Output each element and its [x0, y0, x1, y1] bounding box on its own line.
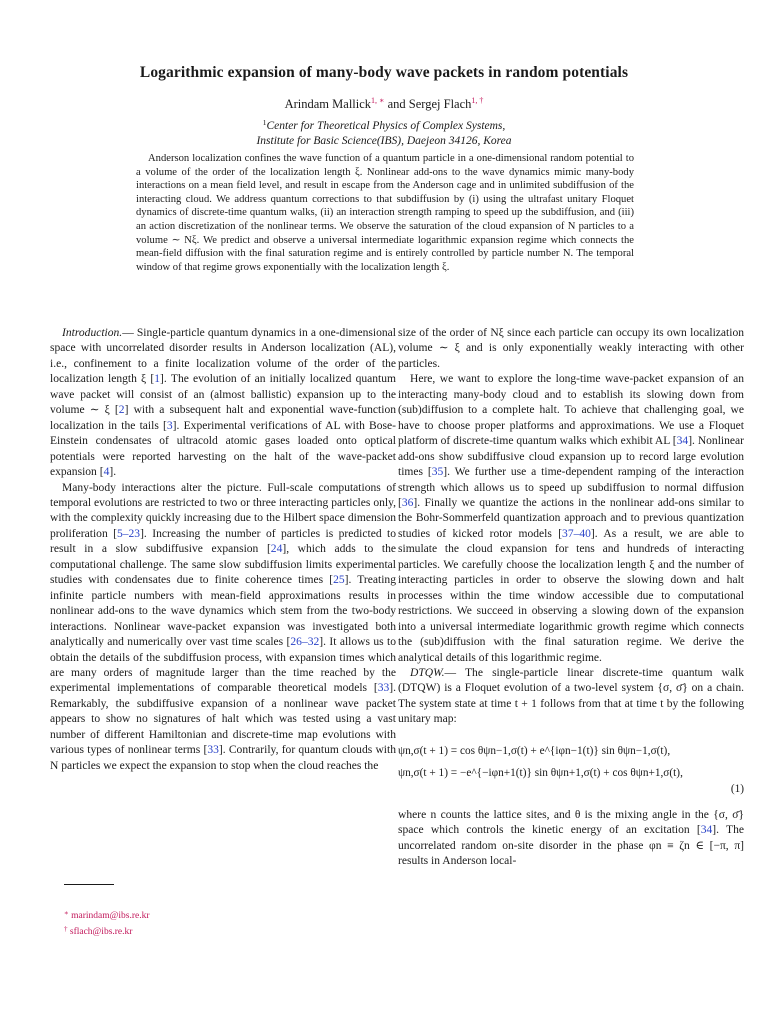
paper-title: Logarithmic expansion of many-body wave packets in random potentials: [139, 64, 629, 81]
body-text: ]. Finally we quantize the actions in the nonlinear add-ons similar to the Bohr-Sommerfeld quantization approach and to previous quantization studies of kicked rotor models [: [398, 496, 744, 540]
footnote-email[interactable]: [64, 907, 150, 923]
affiliation: [0, 115, 768, 149]
abstract: Anderson localization confines the wave function of a quantum particle in a one-dimensional random potential to a volume of the order of the localization length ξ. Nonlinear add-ons to the wave dynamics mimic many-body interactions on a mean field level, and result in escape from the Anderson cage and in unlimited subdiffusion of the interacting cloud. We address quantum corrections to that subdiffusion by (i) using the ultrafast unitary Floquet dynamics of discrete-time quantum walks, (ii) an interaction strength ramping to speed up the subdiffusion, and (iii) an action discretization of the nonlinear terms. We observe the saturation of the cloud expansion of N particles to a volume ∼ Nξ. We predict and observe a universal intermediate logarithmic expansion regime which connects the mean-field diffusion with the final saturation regime and is entirely controlled by particle number N. The temporal window of that regime grows exponentially with the localization length ξ.: [136, 153, 634, 273]
citation-link[interactable]: 25: [333, 574, 345, 587]
citation-link[interactable]: 2: [118, 404, 125, 417]
paragraph-approach: [398, 372, 744, 666]
author-conjunction: and: [384, 97, 409, 111]
citation-link[interactable]: 34: [700, 824, 713, 837]
equation-line: ψn,σ(t + 1) = −e^{−iφn+1(t)} sin θψn+1,σ(t) + cos θψn+1,σ(t),: [398, 766, 683, 779]
paragraph-mixing-angle: [398, 808, 744, 870]
right-column: [398, 326, 744, 870]
citation-link[interactable]: 4: [103, 466, 110, 479]
body-text: — Single-particle quantum dynamics in a one-dimensional space with uncorrelated disorder results in Anderson localization (AL), i.e., confinement to a finite localization volume of the order of the localization length ξ [: [50, 327, 396, 386]
footnote-mark: ∗: [64, 909, 69, 917]
citation-link[interactable]: 37–40: [562, 527, 591, 540]
body-text: ]. Experimental verifications of AL with Bose-Einstein condensates of ultracold atomic gases loaded onto optical potentials were reported harvesting on the halt of the wave-packet expansion [: [50, 419, 396, 479]
author-affiliation-mark[interactable]: 1, ∗: [371, 96, 385, 105]
body-text: Here, we want to explore the long-time wave-packet expansion of an interacting many-body cloud and to establish its slowing down from (sub)diffusion to a complete halt. To achieve that challenging goal, we have to choose proper platforms and approximations. We use a Floquet platform of discrete-time quantum walks which exhibit AL [: [398, 373, 744, 448]
footnote-email[interactable]: [64, 923, 150, 939]
citation-link[interactable]: 35: [431, 466, 444, 479]
body-text: ]. Treating infinite particle numbers with mean-field approximations results in nonlinear add-ons to the wave dynamics which stem from the two-body interactions. Nonlinear wave-packet expansion was investigated both analytically and numerically over vast time scales [: [50, 574, 396, 649]
author-name: Sergej Flach: [408, 97, 472, 111]
footnote-mark: †: [64, 925, 68, 933]
body-text: ].: [109, 466, 117, 479]
equation-1: [398, 738, 744, 798]
citation-link[interactable]: 33: [377, 682, 390, 695]
citation-link[interactable]: 34: [676, 435, 689, 448]
body-text: where n counts the lattice sites, and θ is the mixing angle in the {σ, σ̄} space which controls the kinetic energy of an excitation [: [398, 808, 744, 837]
equation-number: (1): [730, 782, 744, 795]
body-text: ]. As a result, we are able to simulate the cloud expansion for tens and hundreds of interacting particles. We carefully choose the localization length ξ and the number of interacting particles in order to observe the slowing down and halt processes within the time window accessible due to computational restrictions. We succeed in observing a slowing down of the expansion into a universal intermediate logarithmic growth regime which connects the (sub)diffusion with the final saturation regime. We derive the analytical details of this logarithmic regime.: [398, 527, 744, 664]
affiliation-line: Institute for Basic Science(IBS), Daejeon 34126, Korea: [256, 135, 512, 147]
affiliation-number: 1: [262, 118, 267, 127]
body-text: ]. The uncorrelated random on-site disorder in the phase φn ≡ ζn ∈ [−π, π] results in Anderson local-: [398, 824, 744, 868]
author-list: [0, 96, 768, 112]
paragraph-continuation: size of the order of Nξ since each particle can occupy its own localization volume ∼ ξ and is only exponentially weakly interacting with other particles.: [398, 327, 744, 370]
citation-link[interactable]: 24: [270, 543, 283, 556]
footnotes: [64, 907, 150, 939]
body-text: ]. Contrarily, for quantum clouds with N particles we expect the expansion to stop when the cloud reaches the: [50, 744, 396, 772]
equation-line: ψn,σ(t + 1) = cos θψn−1,σ(t) + e^{iφn−1(t)} sin θψn−1,σ(t),: [398, 744, 671, 757]
section-label: DTQW.: [410, 666, 445, 679]
affiliation-line: Center for Theoretical Physics of Complex Systems,: [266, 120, 506, 132]
left-column: [50, 326, 396, 774]
citation-link[interactable]: 5–23: [116, 527, 141, 540]
body-text: — The single-particle linear discrete-time quantum walk (DTQW) is a Floquet evolution of a two-level system {σ, σ̄} on a chain. The system state at time t + 1 follows from that at time t by the following unitary map:: [398, 666, 744, 726]
body-text: ]. Increasing the number of particles is predicted to result in a slow subdiffusive expansion [: [50, 527, 396, 556]
body-text: ] with a subsequent halt and exponential wave-function localization in the tails [: [50, 404, 397, 432]
body-text: Many-body interactions alter the picture. Full-scale computations of temporal evolutions are restricted to two or three interacting particles only, with the complexity quickly increasing due to the Hilbert space dimension proliferation [: [50, 481, 396, 540]
paragraph-dtqw: [398, 666, 744, 728]
body-text: ]. Remarkably, the subdiffusive expansion of a nonlinear wave packet appears to show no signatures of halt which was tested using a vast number of different Hamiltonian and discrete-time map evolutions with various types of nonlinear terms [: [50, 682, 396, 757]
body-text: ]. The evolution of an initially localized quantum wave packet will consist of an (almost ballistic) expansion up to the volume ∼ ξ [: [50, 373, 396, 417]
email-link[interactable]: marindam@ibs.re.kr: [71, 911, 150, 921]
section-label: Introduction.: [62, 327, 123, 339]
citation-link[interactable]: 33: [207, 744, 219, 757]
citation-link[interactable]: 36: [401, 496, 414, 509]
body-text: ]. Nonlinear add-ons show subdiffusive cloud expansion up to record large evolution times [: [398, 435, 744, 479]
body-text: ]. We further use a time-dependent ramping of the interaction strength which allows us to speed up subdiffusion to normal diffusion [: [398, 466, 745, 509]
author-affiliation-mark[interactable]: 1, †: [471, 96, 484, 105]
citation-link[interactable]: 1: [154, 373, 160, 386]
author-name: Arindam Mallick: [284, 97, 372, 111]
email-link[interactable]: sflach@ibs.re.kr: [69, 927, 133, 937]
citation-link[interactable]: 3: [166, 419, 173, 432]
paragraph-introduction: [50, 326, 396, 481]
citation-link[interactable]: 26–32: [290, 636, 320, 649]
body-text: ]. It allows us to obtain the details of the subdiffusion process, with expansion times which are many orders of magnitude larger than the time reached by the experimental implementations of comparable theoretical models [: [50, 636, 396, 695]
paragraph-many-body: [50, 481, 396, 775]
body-text: ], which adds to the computational challenge. The same slow subdiffusion limits experimental studies with condensates due to finite coherence times [: [50, 543, 396, 587]
footnote-divider: [64, 884, 114, 885]
